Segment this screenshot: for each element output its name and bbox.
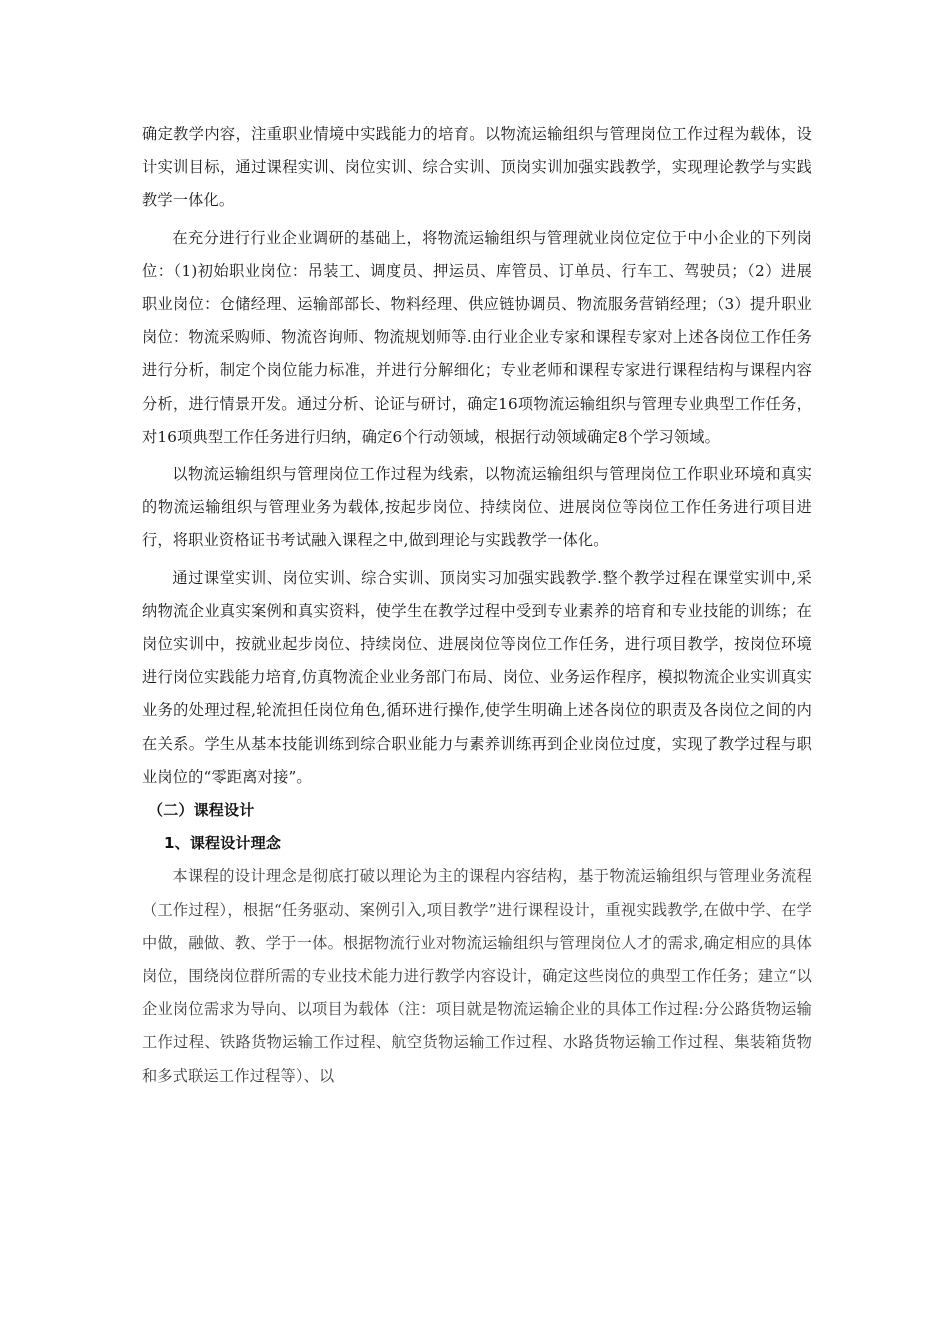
paragraph-work-process: 以物流运输组织与管理岗位工作过程为线索，以物流运输组织与管理岗位工作职业环境和真实的物流运输组织与管理业务为载体,按起步岗位、持续岗位、进展岗位等岗位工作任务进行项目进行，将职业资格证书考试融入课程之中,做到理论与实践教学一体化。	[142, 465, 812, 550]
section-heading-course-design: （二）课程设计	[148, 801, 255, 820]
subsection-heading-design-concept: 1、课程设计理念	[164, 834, 282, 853]
paragraph-teaching-content: 确定教学内容，注重职业情境中实践能力的培育。以物流运输组织与管理岗位工作过程为载体，设计实训目标，通过课程实训、岗位实训、综合实训、顶岗实训加强实践教学，实现理论教学与实践教学一体化。	[142, 125, 812, 210]
paragraph-design-concept: 本课程的设计理念是彻底打破以理论为主的课程内容结构，基于物流运输组织与管理业务流程（工作过程），根据“任务驱动、案例引入,项目教学”进行课程设计，重视实践教学,在做中学、在学中做，融做、教、学于一体。根据物流行业对物流运输组织与管理岗位人才的需求,确定相应的具体岗位，围绕岗位群所需的专业技术能力进行教学内容设计，确定这些岗位的典型工作任务；建立“以企业岗位需求为导向、以项目为载体（注：项目就是物流运输企业的具体工作过程:分公路货物运输工作过程、铁路货物运输工作过程、航空货物运输工作过程、水路货物运输工作过程、集装箱货物和多式联运工作过程等）、以	[142, 867, 812, 1085]
paragraph-job-positions: 在充分进行行业企业调研的基础上，将物流运输组织与管理就业岗位定位于中小企业的下列岗位：（1)初始职业岗位：吊装工、调度员、押运员、库管员、订单员、行车工、驾驶员；（2）进展职业岗位：仓储经理、运输部部长、物料经理、供应链协调员、物流服务营销经理；（3）提升职业岗位：物流采购师、物流咨询师、物流规划师等.由行业企业专家和课程专家对上述各岗位工作任务进行分析，制定个岗位能力标准，并进行分解细化；专业老师和课程专家进行课程结构与课程内容分析，进行情景开发。通过分析、论证与研讨，确定16项物流运输组织与管理专业典型工作任务，对16项典型工作任务进行归纳，确定6个行动领域，根据行动领域确定8个学习领域。	[142, 228, 812, 446]
paragraph-practice-teaching: 通过课堂实训、岗位实训、综合实训、顶岗实习加强实践教学.整个教学过程在课堂实训中,采纳物流企业真实案例和真实资料，使学生在教学过程中受到专业素养的培育和专业技能的训练；在岗位实训中，按就业起步岗位、持续岗位、进展岗位等岗位工作任务，进行项目教学，按岗位环境进行岗位实践能力培育,仿真物流企业业务部门布局、岗位、业务运作程序，模拟物流企业实训真实业务的处理过程,轮流担任岗位角色,循环进行操作,使学生明确上述各岗位的职责及各岗位之间的内在关系。学生从基本技能训练到综合职业能力与素养训练再到企业岗位过度，实现了教学过程与职业岗位的“零距离对接”。	[142, 568, 812, 786]
document-body	[142, 118, 812, 1093]
